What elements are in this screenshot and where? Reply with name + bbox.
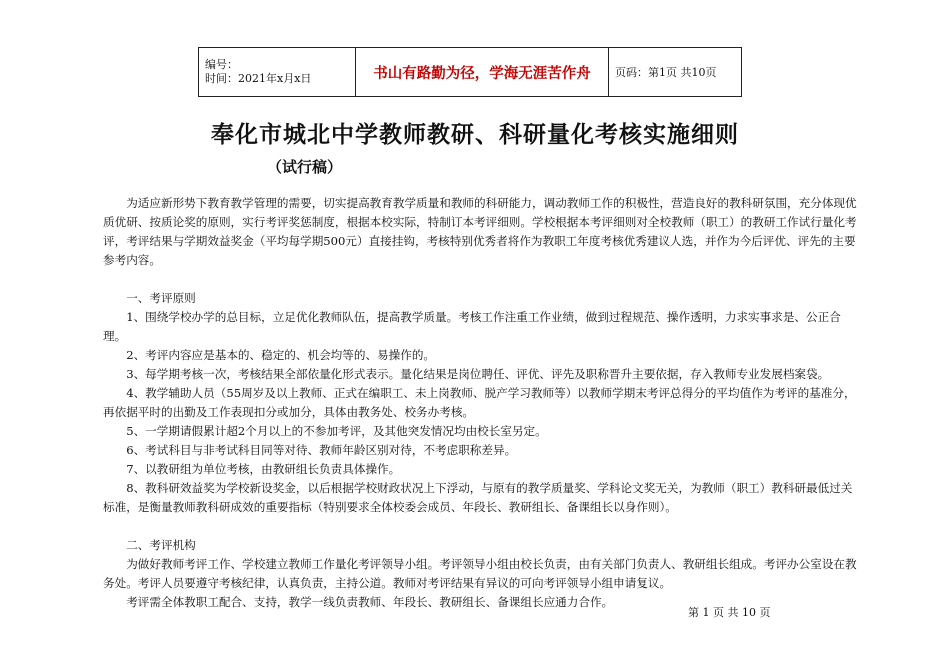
document-number-label: 编号： (205, 58, 238, 71)
section-heading-organization: 二、考评机构 (126, 538, 196, 552)
principle-item-3: 3、每学期考核一次，考核结果全部依量化形式表示。量化结果是岗位聘任、评优、评先及职称晋升主要依据，存入教师专业发展档案袋。 (126, 367, 830, 381)
principle-item-2: 2、考评内容应是基本的、稳定的、机会均等的、易操作的。 (126, 348, 436, 362)
principle-item-7: 7、以教研组为单位考核，由教研组长负责具体操作。 (126, 462, 401, 476)
principle-item-1: 1、围绕学校办学的总目标，立足优化教师队伍，提高教学质量。考核工作注重工作业绩，做到过程规范、操作透明，力求实事求是、公正合理。 (103, 310, 841, 343)
principle-item-5: 5、一学期请假累计超2个月以上的不参加考评，及其他突发情况均由校长室另定。 (126, 424, 547, 438)
document-header-table (198, 47, 742, 97)
organization-paragraph-1: 为做好教师考评工作、学校建立教师工作量化考评领导小组。考评领导小组由校长负责，由有关部门负责人、教研组长组成。考评办公室设在教务处。考评人员要遵守考核纪律，认真负责，主持公道。教师对考评结果有异议的可向考评领导小组申请复议。 (103, 557, 857, 590)
header-page-number: 页码：第1页 共10页 (609, 48, 742, 97)
intro-paragraph: 为适应新形势下教育教学管理的需要，切实提高教育教学质量和教师的科研能力，调动教师工作的积极性，营造良好的教科研氛围，充分体现优质优研、按质论奖的原则，实行考评奖惩制度，根据本校实际，特制订本考评细则。学校根据本考评细则对全校教师（职工）的教研工作试行量化考评，考评结果与学期效益奖金（平均每学期500元）直接挂钩，考核特别优秀者将作为教职工年度考核优秀建议人选，并作为今后评优、评先的主要参考内容。 (103, 196, 857, 267)
document-body (103, 194, 863, 612)
header-motto: 书山有路勤为径，学海无涯苦作舟 (356, 48, 609, 97)
principle-item-6: 6、考试科目与非考试科目同等对待、教师年龄区别对待，不考虑职称差异。 (126, 443, 517, 457)
header-meta-cell (199, 48, 356, 97)
principle-item-4: 4、教学辅助人员（55周岁及以上教师、正式在编职工、未上岗教师、脱产学习教师等）以教师学期末考评总得分的平均值作为考评的基准分，再依据平时的出勤及工作表现扣分或加分，具体由教务处、校务办考核。 (103, 386, 856, 419)
page-footer: 第 1 页 共 10 页 (688, 606, 771, 619)
section-heading-principles: 一、考评原则 (126, 291, 196, 305)
document-date-label: 时间：2021年x月x日 (205, 72, 312, 85)
document-subtitle: （试行稿） (267, 158, 343, 176)
document-title: 奉化市城北中学教师教研、科研量化考核实施细则 (211, 121, 739, 148)
principle-item-8: 8、教科研效益奖为学校新设奖金，以后根据学校财政状况上下浮动，与原有的教学质量奖、学科论文奖无关，为教师（职工）教科研最低过关标准，是衡量教师教科研成效的重要指标（特别要求全体校委会成员、年段长、教研组长、备课组长以身作则）。 (103, 481, 853, 514)
organization-paragraph-2: 考评需全体教职工配合、支持，教学一线负责教师、年段长、教研组长、备课组长应通力合作。 (126, 595, 614, 609)
